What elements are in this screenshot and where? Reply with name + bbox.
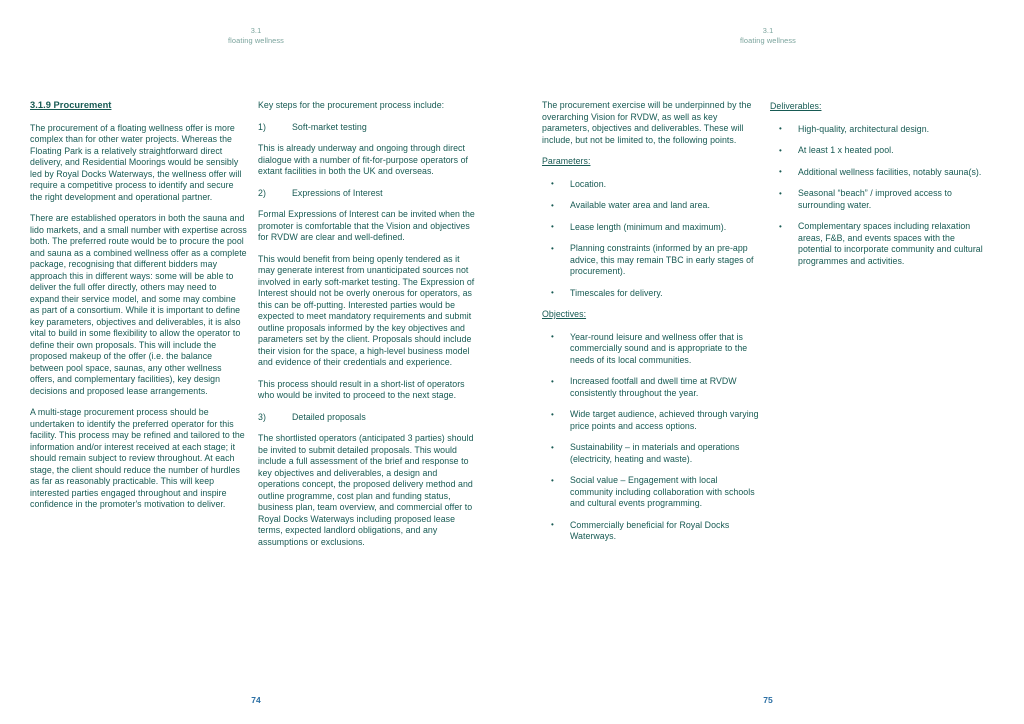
paragraph: Formal Expressions of Interest can be invited when the promoter is comfortable that the Vision and objectives for RVDW are clear and well-defined. [258, 209, 475, 242]
bullet-item [542, 442, 759, 465]
bullet-item [542, 179, 759, 191]
column-procurement [30, 100, 247, 558]
bullet-item [770, 221, 987, 267]
bullet-text: Available water area and land area. [570, 200, 710, 210]
page-left-columns [30, 100, 475, 558]
procurement-exercise-intro: The procurement exercise will be underpinned by the overarching Vision for RVDW, as well as key parameters, objectives and deliverables. These will include, but not be limited to, the following points. [542, 100, 752, 145]
page-footer [512, 690, 1024, 708]
bullet-text: Additional wellness facilities, notably sauna(s). [798, 166, 982, 177]
header-chapter-title: floating wellness [740, 36, 796, 45]
bullet-icon: • [779, 221, 782, 231]
parameters-heading: Parameters: [542, 156, 591, 166]
bullet-text: Complementary spaces including relaxation areas, F&B, and events spaces with the potential to incorporate community and cultural programmes and activities. [798, 221, 983, 266]
column-key-steps [258, 100, 475, 558]
bullet-icon: • [779, 124, 782, 133]
paragraph: The shortlisted operators (anticipated 3 parties) should be invited to submit detailed proposals. This would include a full assessment of the brief and response to key objectives and deliverables, a design and operations concept, the proposed delivery method and outline programme, cost plan and funding status, business plan, team overview, and commercial offer to Royal Docks Waterways including proposed lease terms, expected landlord obligations, and any assumptions or exclusions. [258, 433, 474, 547]
bullet-icon: • [551, 409, 554, 419]
bullet-icon: • [551, 243, 554, 253]
step-heading-detailed-proposals [258, 412, 475, 424]
bullet-item [770, 145, 987, 157]
bullet-icon: • [779, 145, 782, 155]
bullet-text: Planning constraints (informed by an pre-app advice, this may remain TBC in early stages of procurement). [570, 243, 754, 276]
deliverables-heading: Deliverables: [770, 101, 822, 111]
step-number: 2) [258, 187, 266, 198]
page-right-columns [542, 100, 987, 553]
bullet-item [542, 243, 759, 278]
bullet-text: Increased footfall and dwell time at RVDW consistently throughout the year. [570, 376, 737, 398]
bullet-text: At least 1 x heated pool. [798, 145, 894, 155]
bullet-text: Timescales for delivery. [570, 287, 663, 298]
bullet-text: Year-round leisure and wellness offer that is commercially sound and is appropriate to the needs of its local communities. [570, 331, 748, 365]
page-right [512, 0, 1024, 724]
bullet-icon: • [551, 222, 554, 231]
page-footer [0, 690, 512, 708]
header-section-number: 3.1 [250, 26, 262, 35]
bullet-text: Social value – Engagement with local community including collaboration with schools and cultural events programming. [570, 475, 755, 508]
bullet-icon: • [551, 288, 554, 297]
bullet-item [542, 475, 759, 510]
bullet-text: Lease length (minimum and maximum). [570, 221, 727, 232]
step-title: Detailed proposals [292, 411, 366, 422]
section-heading: 3.1.9 Procurement [30, 100, 112, 110]
column-deliverables [770, 100, 987, 553]
bullet-text: Location. [570, 178, 607, 189]
bullet-icon: • [551, 475, 554, 485]
bullet-item [770, 188, 987, 211]
bullet-text: High-quality, architectural design. [798, 123, 930, 134]
running-header [512, 26, 1024, 46]
paragraph: This process should result in a short-list of operators who would be invited to proceed to the next stage. [258, 378, 465, 400]
paragraph: There are established operators in both the sauna and lido markets, and a small number with expertise across both. The preferred route would be to procure the pool and sauna as a combined wellness offer as a complete package, recognising that different bidders may approach this in different ways: some will be able to deliver the full offer directly, others may need to expand their service model, and some may combine as part of a consortium. While it is important to define key parameters, objectives and deliverables, it is also vital to build in some flexibility to allow the operator to define their own proposals. This will include the proposed makeup of the offer (i.e. the balance between pool space, saunas, any other wellness offers, and complementary facilities), key design decisions and proposed lease arrangements. [30, 213, 247, 396]
bullet-item [542, 409, 759, 432]
bullet-icon: • [551, 332, 554, 341]
header-chapter-title: floating wellness [228, 36, 284, 45]
step-heading-soft-market-testing [258, 122, 475, 134]
bullet-text: Wide target audience, achieved through varying price points and access options. [570, 409, 759, 431]
bullet-text: Sustainability – in materials and operations (electricity, heating and waste). [570, 442, 740, 464]
step-title: Expressions of Interest [292, 187, 383, 198]
column-parameters-objectives [542, 100, 759, 553]
bullet-icon: • [779, 188, 782, 198]
bullet-item [542, 332, 759, 367]
page-number: 75 [763, 695, 773, 705]
bullet-text: Seasonal “beach” / improved access to surrounding water. [798, 188, 952, 210]
page-number: 74 [251, 695, 261, 705]
bullet-item [542, 520, 759, 543]
step-number: 3) [258, 411, 266, 422]
bullet-item [542, 376, 759, 399]
bullet-icon: • [551, 442, 554, 452]
bullet-item [542, 200, 759, 212]
paragraph: The procurement of a floating wellness offer is more complex than for other water projects. Whereas the Floating Park is a relatively straightforward direct delivery, and Residential Moorings would be sensibly led by Royal Docks Waterways, the wellness offer will require a competitive process to identify and secure the right development and operational partner. [30, 122, 242, 202]
objectives-heading: Objectives: [542, 309, 587, 319]
paragraph: This is already underway and ongoing through direct dialogue with a number of fit-for-purpose operators of extant facilities in both the UK and overseas. [258, 143, 469, 176]
bullet-item [542, 222, 759, 234]
bullet-item [542, 288, 759, 300]
paragraph: This would benefit from being openly tendered as it may generate interest from unanticipated sources not involved in early soft-market testing. The Expression of Interest should not be overly onerous for operators, as this can be off-putting. Interested parties would be expected to meet mandatory requirements and submit outline proposals informed by the key objectives and parameters set by the client. Proposals should include their vision for the space, a high-level business model and evidence of their credentials and experience. [258, 253, 475, 367]
bullet-item [770, 124, 987, 136]
step-title: Soft-market testing [292, 121, 367, 132]
step-number: 1) [258, 121, 266, 132]
running-header [0, 26, 512, 46]
bullet-icon: • [779, 167, 782, 176]
bullet-icon: • [551, 376, 554, 386]
bullet-icon: • [551, 179, 554, 188]
bullet-text: Commercially beneficial for Royal Docks Waterways. [570, 519, 730, 541]
bullet-icon: • [551, 200, 554, 210]
bullet-item [770, 167, 987, 179]
paragraph: A multi-stage procurement process should be undertaken to identify the preferred operator for this facility. This process may be refined and tailored to the information and/or interest received at each stage; it should remain subject to review throughout. At each stage, the client should reduce the number of hurdles as far as reasonably practicable. This will keep interested parties engaged throughout and inspire confidence in the promoter's motivation to deliver. [30, 407, 245, 509]
header-section-number: 3.1 [762, 26, 774, 35]
step-heading-expressions-of-interest [258, 188, 475, 200]
key-steps-intro: Key steps for the procurement process include: [258, 100, 445, 110]
bullet-icon: • [551, 520, 554, 529]
